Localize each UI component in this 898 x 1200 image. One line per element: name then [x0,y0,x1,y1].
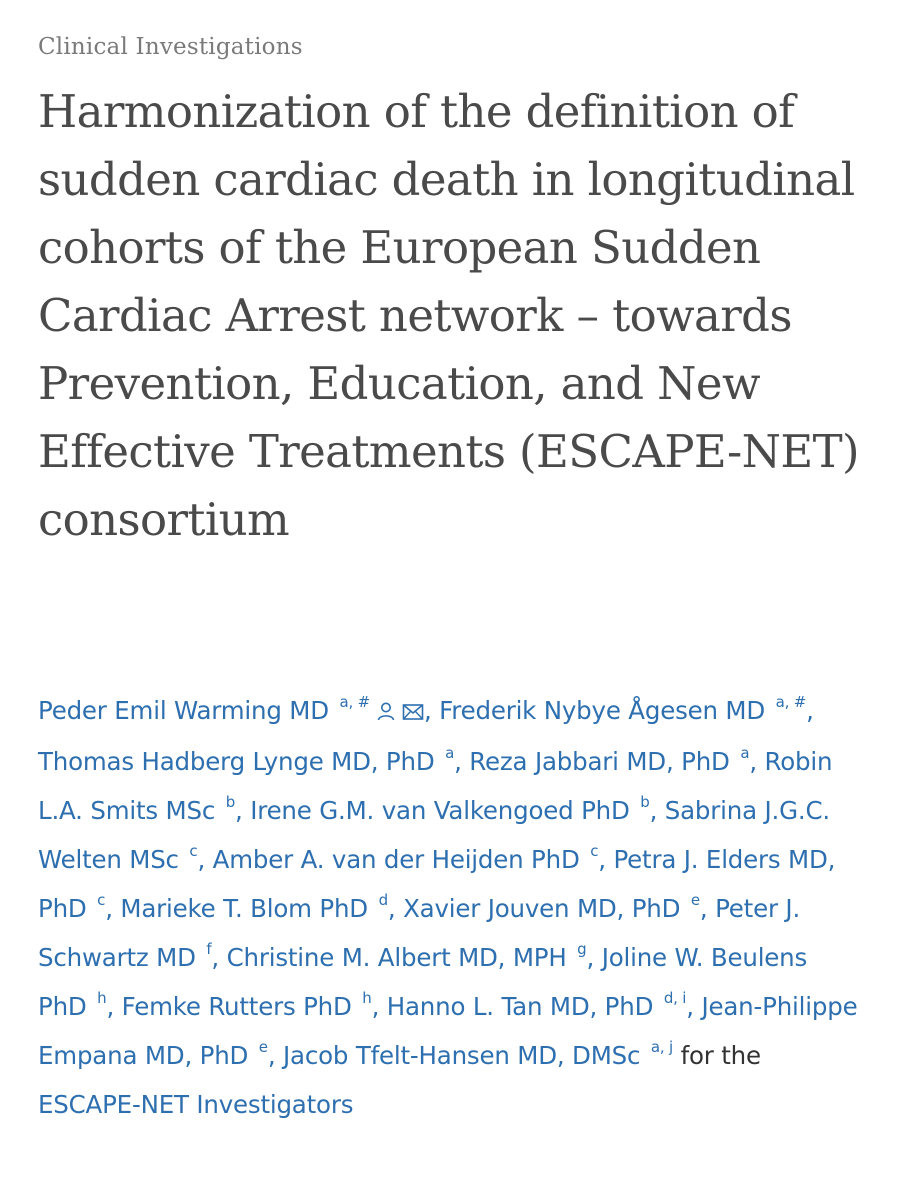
author-block [121,989,387,1021]
author-list [38,686,868,1129]
affiliation-marker[interactable]: a, j [650,1038,673,1056]
separator: , [267,1041,283,1070]
envelope-icon[interactable] [402,688,424,737]
affiliation-marker[interactable]: a [445,744,455,762]
affiliation-marker[interactable]: f [206,940,212,958]
author-name[interactable]: Frederik Nybye Ågesen MD [439,696,766,725]
author-block [283,1038,673,1070]
affiliation-marker[interactable]: b [225,793,236,811]
separator: , [211,943,227,972]
author-name[interactable]: Joline W. Beulens PhD [38,943,808,1021]
author-block [250,793,665,825]
affiliation-marker[interactable]: a [740,744,750,762]
author-block [120,891,404,923]
affiliation-marker[interactable]: h [362,989,372,1007]
affiliation-marker[interactable]: b [640,793,650,811]
author-block [38,693,440,725]
separator: , [806,696,814,725]
separator: , [649,796,665,825]
author-name[interactable]: Thomas Hadberg Lynge MD, PhD [38,747,435,776]
author-name[interactable]: Robin L.A. Smits MSc [38,747,833,825]
author-name[interactable]: Xavier Jouven MD, PhD [403,894,681,923]
separator: , [197,845,213,874]
separator: , [598,845,614,874]
separator: , [387,894,404,923]
author-name[interactable]: Femke Rutters PhD [121,992,352,1021]
author-block [212,842,614,874]
separator: , [235,796,251,825]
author-block [469,744,765,776]
separator: , [586,943,602,972]
affiliation-marker[interactable]: d, i [663,989,687,1007]
author-name[interactable]: Marieke T. Blom PhD [120,894,368,923]
author-block [226,940,602,972]
affiliation-marker[interactable]: h [97,989,107,1007]
affiliation-marker[interactable]: e [690,891,700,909]
separator: , [686,992,702,1021]
author-name[interactable]: Christine M. Albert MD, MPH [226,943,567,972]
person-icon[interactable] [376,688,396,737]
affiliation-marker[interactable]: c [189,842,198,860]
author-block [439,693,814,725]
article-title: Harmonization of the definition of sudden cardiac death in longitudinal cohorts of the European Sudden Cardiac Arrest network – towards Prevention, Education, and New Effective Treatments (ESCAPE-NET) consortium [38,85,859,546]
affiliation-marker[interactable]: c [590,842,599,860]
affiliation-marker[interactable]: d [378,891,388,909]
separator: , [105,894,121,923]
separator: , [371,992,387,1021]
author-name[interactable]: Jacob Tfelt-Hansen MD, DMSc [283,1041,641,1070]
separator: , [699,894,716,923]
author-name[interactable]: Peter J. Schwartz MD [38,894,801,972]
section-label[interactable]: Clinical Investigations [38,34,303,60]
affiliation-marker[interactable]: e [258,1038,268,1056]
affiliation-marker[interactable]: a, # [339,693,370,711]
separator: , [454,747,470,776]
author-name[interactable]: Peder Emil Warming MD [38,696,329,725]
affiliation-marker[interactable]: g [577,940,587,958]
author-block [403,891,716,923]
author-name[interactable]: Petra J. Elders MD, PhD [38,845,836,923]
separator: , [749,747,765,776]
for-the-text: for the [680,1041,761,1070]
affiliation-marker[interactable]: a, # [775,693,807,711]
separator: , [106,992,122,1021]
author-name[interactable]: Amber A. van der Heijden PhD [212,845,580,874]
author-block [38,744,470,776]
author-name[interactable]: Irene G.M. van Valkengoed PhD [250,796,630,825]
author-name[interactable]: Hanno L. Tan MD, PhD [386,992,654,1021]
author-block [386,989,702,1021]
author-name[interactable]: Sabrina J.G.C. Welten MSc [38,796,830,874]
author-name[interactable]: Jean-Philippe Empana MD, PhD [38,992,858,1070]
separator: , [423,696,440,725]
affiliation-marker[interactable]: c [97,891,106,909]
group-link[interactable]: ESCAPE-NET Investigators [38,1090,354,1119]
author-name[interactable]: Reza Jabbari MD, PhD [469,747,730,776]
